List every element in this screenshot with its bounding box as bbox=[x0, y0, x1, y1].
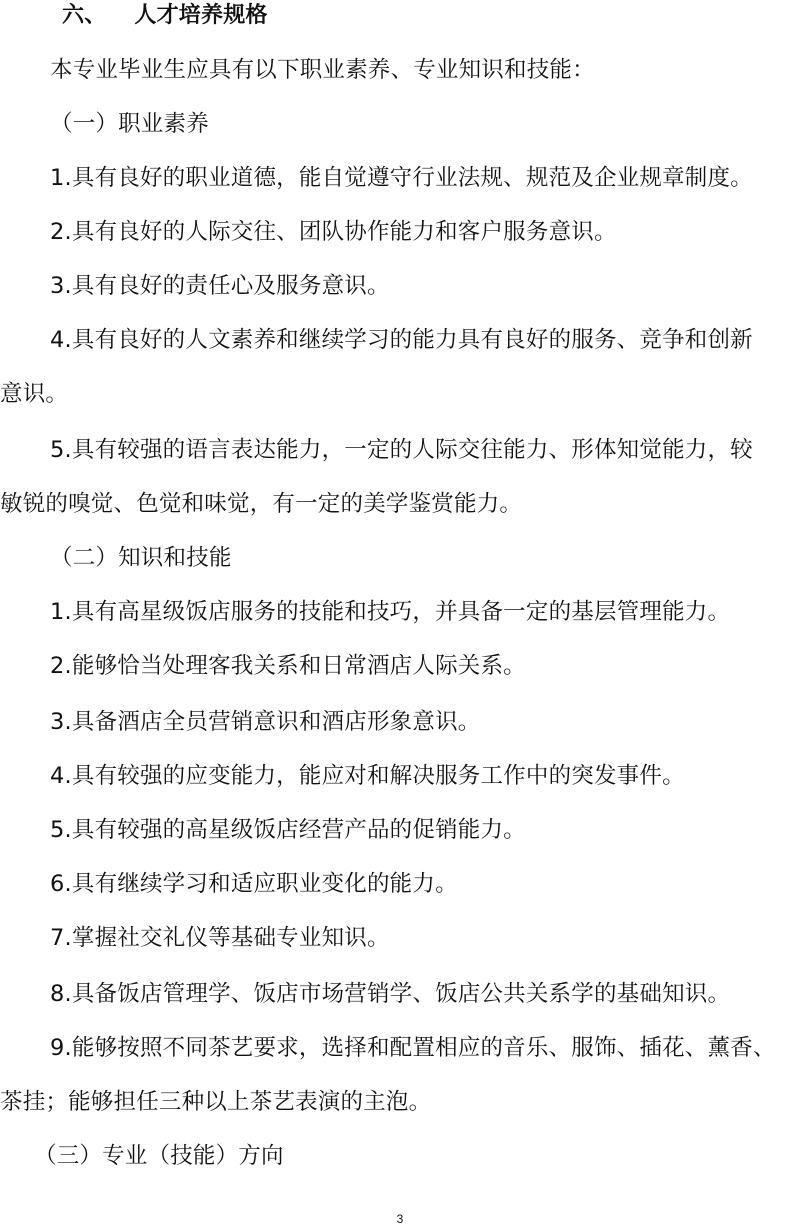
list-item: 3.具备酒店全员营销意识和酒店形象意识。 bbox=[50, 709, 481, 735]
page-number: 3 bbox=[396, 1212, 404, 1226]
list-item: 9.能够按照不同茶艺要求，选择和配置相应的音乐、服饰、插花、薰香、 bbox=[50, 1035, 776, 1061]
list-item: 2.能够恰当处理客我关系和日常酒店人际关系。 bbox=[50, 653, 526, 679]
subheading-professional-quality: （一）职业素养 bbox=[50, 111, 209, 137]
list-item: 8.具备饭店管理学、饭店市场营销学、饭店公共关系学的基础知识。 bbox=[50, 981, 731, 1007]
list-item: 7.掌握社交礼仪等基础专业知识。 bbox=[50, 925, 390, 951]
section-title: 人才培养规格 bbox=[134, 3, 268, 28]
list-item: 1.具有高星级饭店服务的技能和技巧，并具备一定的基层管理能力。 bbox=[50, 599, 731, 625]
list-item: 5.具有较强的语言表达能力，一定的人际交往能力、形体知觉能力，较 bbox=[50, 437, 753, 463]
list-item: 2.具有良好的人际交往、团队协作能力和客户服务意识。 bbox=[50, 219, 617, 245]
list-item-continuation: 意识。 bbox=[0, 381, 69, 407]
list-item-continuation: 敏锐的嗅觉、色觉和味觉，有一定的美学鉴赏能力。 bbox=[0, 491, 523, 517]
list-item: 3.具有良好的责任心及服务意识。 bbox=[50, 273, 390, 299]
subheading-specialization: （三）专业（技能）方向 bbox=[34, 1143, 284, 1169]
section-heading bbox=[62, 0, 800, 32]
subheading-knowledge-skills: （二）知识和技能 bbox=[50, 545, 232, 571]
intro-paragraph: 本专业毕业生应具有以下职业素养、专业知识和技能： bbox=[50, 57, 595, 83]
list-item: 4.具有较强的应变能力，能应对和解决服务工作中的突发事件。 bbox=[50, 763, 685, 789]
list-item: 1.具有良好的职业道德，能自觉遵守行业法规、规范及企业规章制度。 bbox=[50, 165, 753, 191]
list-item: 5.具有较强的高星级饭店经营产品的促销能力。 bbox=[50, 817, 526, 843]
section-number: 六、 bbox=[62, 3, 107, 28]
list-item-continuation: 茶挂；能够担任三种以上茶艺表演的主泡。 bbox=[0, 1089, 432, 1115]
list-item: 4.具有良好的人文素养和继续学习的能力具有良好的服务、竞争和创新 bbox=[50, 327, 753, 353]
list-item: 6.具有继续学习和适应职业变化的能力。 bbox=[50, 871, 458, 897]
